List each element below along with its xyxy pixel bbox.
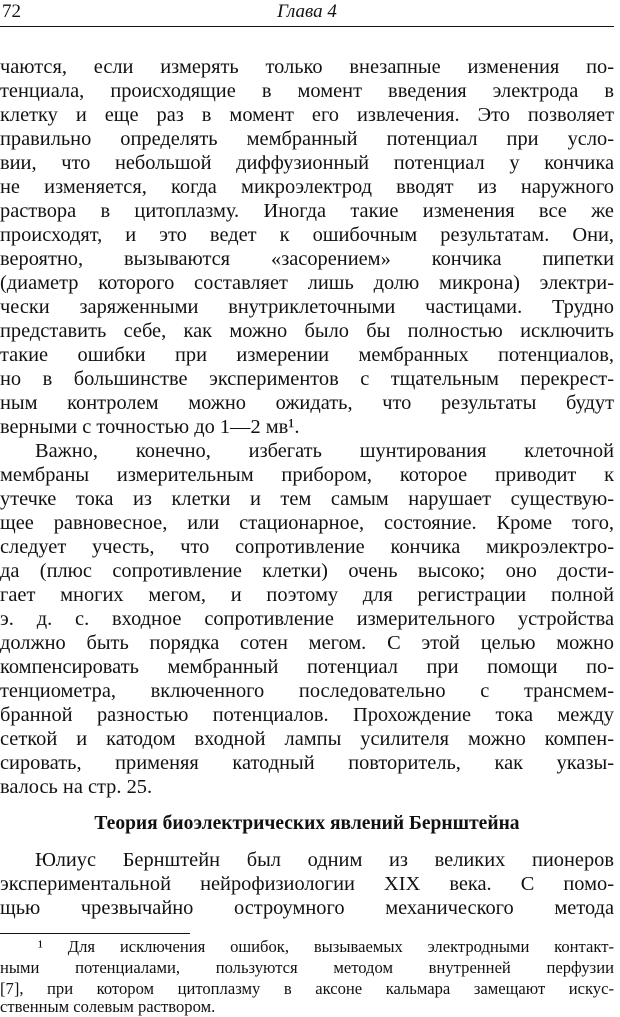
text-line: мембраны измерительным прибором, которое приводит к: [0, 464, 614, 486]
text-line: происходят, и это ведет к ошибочным результатам. Они,: [0, 224, 614, 246]
text-line: ным контролем можно ожидать, что результаты будут: [0, 392, 614, 414]
text-line: вероятно, вызываются «засорением» кончика пипетки: [0, 248, 614, 270]
text-line: (диаметр которого составляет лишь долю микрона) электри-: [0, 272, 614, 294]
text-line: чаются, если измерять только внезапные изменения по-: [0, 56, 614, 78]
footnote-line: ¹ Для исключения ошибок, вызываемых электродными контакт-: [38, 937, 614, 956]
text-line: но в большинстве экспериментов с тщательным перекрест-: [0, 368, 614, 390]
text-line: да (плюс сопротивление клетки) очень высоко; оно дости-: [0, 560, 614, 582]
text-line: бранной разностью потенциалов. Прохождение тока между: [0, 704, 614, 726]
text-line: щее равновесное, или стационарное, состояние. Кроме того,: [0, 512, 614, 534]
text-line: Важно, конечно, избегать шунтирования клеточной: [35, 440, 614, 462]
footnote-line: ственным солевым раствором.: [0, 997, 216, 1016]
footnote-rule: [0, 933, 190, 934]
text-line: представить себе, как можно было бы полностью исключить: [0, 320, 614, 342]
text-line: чески заряженными внутриклеточными частицами. Трудно: [0, 296, 614, 318]
text-line: клетку и еще раз в момент его извлечения. Это позволяет: [0, 104, 614, 126]
text-line: верными с точностью до 1—2 мв¹.: [0, 416, 300, 438]
text-line: утечке тока из клетки и тем самым нарушает существую-: [0, 488, 614, 510]
text-line: гает многих мегом, и поэтому для регистрации полной: [0, 584, 614, 606]
page-number: 72: [2, 1, 21, 22]
text-line: сеткой и катодом входной лампы усилителя можно компен-: [0, 728, 614, 750]
text-line: компенсировать мембранный потенциал при помощи по-: [0, 656, 614, 678]
text-line: вии, что небольшой диффузионный потенциал у кончика: [0, 152, 614, 174]
text-line: сировать, применяя катодный повторитель, как указы-: [0, 752, 614, 774]
text-line: правильно определять мембранный потенциал при усло-: [0, 128, 614, 150]
text-line: валось на стр. 25.: [0, 776, 153, 798]
text-line: экспериментальной нейрофизиологии XIX века. С помо-: [0, 873, 614, 895]
running-head: [0, 0, 614, 27]
text-line: раствора в цитоплазму. Иногда такие изменения все же: [0, 200, 614, 222]
text-line: тенциометра, включенного последовательно с трансмем-: [0, 680, 614, 702]
text-line: такие ошибки при измерении мембранных потенциалов,: [0, 344, 614, 366]
text-line: тенциала, происходящие в момент введения электрода в: [0, 80, 614, 102]
text-line: Юлиус Бернштейн был одним из великих пионеров: [35, 849, 614, 871]
text-line: следует учесть, что сопротивление кончика микроэлектро-: [0, 536, 614, 558]
chapter-title: Глава 4: [277, 1, 337, 22]
text-line: не изменяется, когда микроэлектрод вводят из наружного: [0, 176, 614, 198]
footnote-line: ными потенциалами, пользуются методом внутренней перфузии: [0, 958, 614, 977]
text-line: э. д. с. входное сопротивление измерительного устройства: [0, 608, 614, 630]
section-heading: Теория биоэлектрических явлений Бернштейна: [94, 813, 520, 834]
footnote-line: [7], при котором цитоплазму в аксоне кальмара замещают искус-: [0, 979, 614, 998]
text-line: щью чрезвычайно остроумного механического метода: [0, 897, 614, 919]
text-line: должно быть порядка сотен мегом. С этой целью можно: [0, 632, 614, 654]
